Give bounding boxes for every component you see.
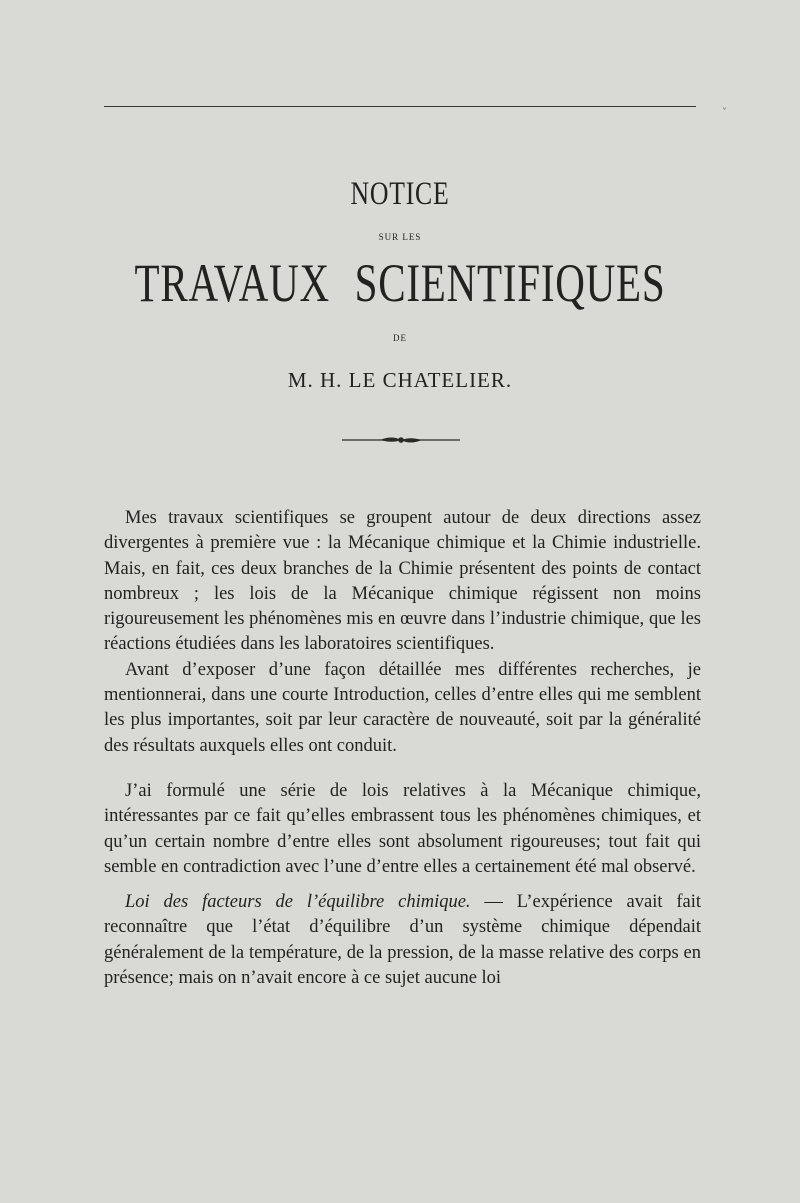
- ornament-divider-icon: [340, 433, 462, 447]
- paragraph-4-text: — L’expérience avait fait reconnaître que l’état d’équilibre d’un système chimique dépendait généralement de la température, de la pression, de la masse relative des corps en présence; mais on n’avait encore à ce sujet aucune loi: [104, 892, 701, 989]
- margin-mark: ˇ: [722, 108, 727, 119]
- notice-heading: NOTICE: [350, 176, 450, 212]
- paragraph-2: Avant d’exposer d’une façon détaillée mes différentes recherches, je mentionnerai, dans une courte Introduction, celles d’entre elles qui me semblent les plus importantes, soit par leur caractère de nouveauté, soit par la généralité des résultats auxquels elles ont conduit.: [104, 659, 701, 756]
- paragraph-4-heading: Loi des facteurs de l’équilibre chimique.: [125, 892, 471, 913]
- body-text: [104, 506, 701, 991]
- de-label: DE: [393, 333, 407, 343]
- paragraph-4: [104, 890, 701, 991]
- sur-les-label: SUR LES: [378, 232, 422, 242]
- paragraph-3: J’ai formulé une série de lois relatives à la Mécanique chimique, intéressantes par ce fait qu’elles embrassent tous les phénomènes chimiques, et qu’un certain nombre d’entre elles sont absolument rigoureuses; tout fait qui semble en contradiction avec l’une d’entre elles a certainement été mal observé.: [104, 780, 701, 877]
- main-title: TRAVAUX SCIENTIFIQUES: [134, 253, 666, 313]
- top-rule: [104, 106, 696, 107]
- author-name: M. H. LE CHATELIER.: [287, 368, 513, 392]
- paragraph-1: Mes travaux scientifiques se groupent autour de deux directions assez divergentes à première vue : la Mécanique chimique et la Chimie industrielle. Mais, en fait, ces deux branches de la Chimie présentent des points de contact nombreux ; les lois de la Mécanique chimique régissent non moins rigoureusement les phénomènes mis en œuvre dans l’industrie chimique, que les réactions étudiées dans les laboratoires scientifiques.: [104, 508, 701, 655]
